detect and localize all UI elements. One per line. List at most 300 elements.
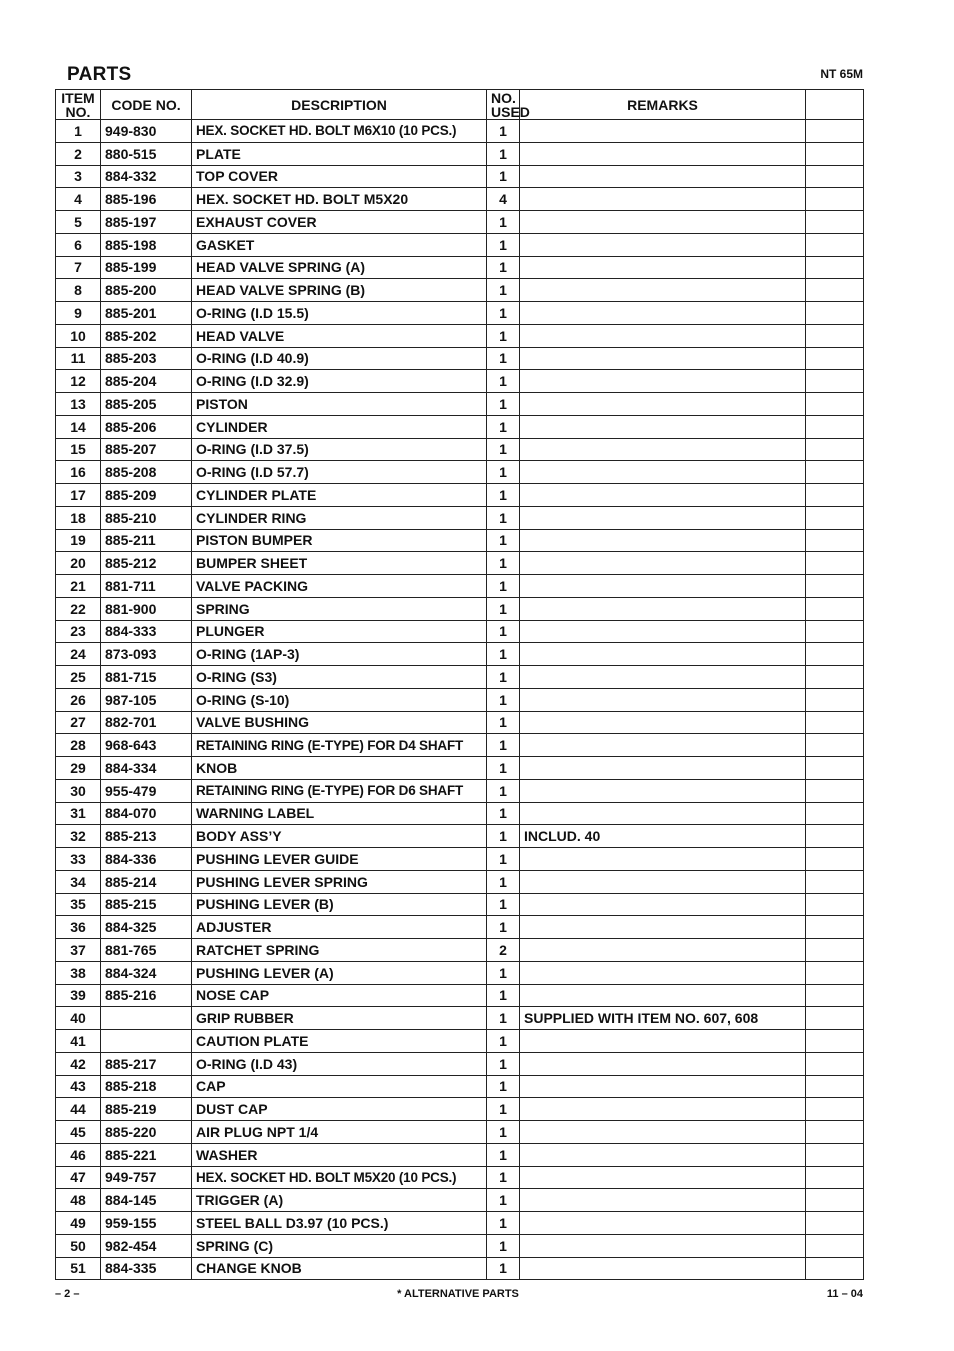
no-used-cell: 1 <box>487 984 520 1007</box>
code-no-cell: 885-204 <box>101 370 192 393</box>
item-no-cell: 46 <box>56 1143 101 1166</box>
table-row <box>56 1189 864 1212</box>
header-item-no: ITEM NO. <box>56 90 101 120</box>
remarks-cell <box>520 165 806 188</box>
no-used-cell: 1 <box>487 165 520 188</box>
item-no-cell: 24 <box>56 643 101 666</box>
no-used-cell: 1 <box>487 1098 520 1121</box>
item-no-cell: 9 <box>56 302 101 325</box>
table-row <box>56 484 864 507</box>
remarks-cell <box>520 347 806 370</box>
item-no-cell: 39 <box>56 984 101 1007</box>
header-extra <box>806 90 864 120</box>
extra-cell <box>806 165 864 188</box>
extra-cell <box>806 1007 864 1030</box>
code-no-cell: 885-221 <box>101 1143 192 1166</box>
description-cell: TRIGGER (A) <box>192 1189 487 1212</box>
table-row <box>56 1212 864 1235</box>
extra-cell <box>806 916 864 939</box>
code-no-cell: 881-765 <box>101 939 192 962</box>
description-cell: PUSHING LEVER GUIDE <box>192 848 487 871</box>
no-used-cell: 1 <box>487 120 520 143</box>
no-used-cell: 1 <box>487 256 520 279</box>
table-row <box>56 688 864 711</box>
code-no-cell: 885-210 <box>101 506 192 529</box>
code-no-cell: 881-711 <box>101 575 192 598</box>
no-used-cell: 1 <box>487 711 520 734</box>
extra-cell <box>806 1121 864 1144</box>
extra-cell <box>806 984 864 1007</box>
table-row <box>56 506 864 529</box>
code-no-cell: 884-334 <box>101 757 192 780</box>
code-no-cell: 885-212 <box>101 552 192 575</box>
table-row <box>56 347 864 370</box>
remarks-cell <box>520 688 806 711</box>
no-used-cell: 1 <box>487 666 520 689</box>
remarks-cell <box>520 1143 806 1166</box>
code-no-cell: 982-454 <box>101 1234 192 1257</box>
no-used-cell: 1 <box>487 142 520 165</box>
table-row <box>56 893 864 916</box>
extra-cell <box>806 870 864 893</box>
item-no-cell: 49 <box>56 1212 101 1235</box>
description-cell: O-RING (I.D 40.9) <box>192 347 487 370</box>
code-no-cell: 885-197 <box>101 211 192 234</box>
code-no-cell: 885-220 <box>101 1121 192 1144</box>
description-cell: HEAD VALVE SPRING (A) <box>192 256 487 279</box>
code-no-cell: 968-643 <box>101 734 192 757</box>
remarks-cell <box>520 757 806 780</box>
extra-cell <box>806 825 864 848</box>
table-row <box>56 393 864 416</box>
item-no-cell: 28 <box>56 734 101 757</box>
item-no-cell: 35 <box>56 893 101 916</box>
remarks-cell <box>520 1121 806 1144</box>
remarks-cell <box>520 984 806 1007</box>
extra-cell <box>806 370 864 393</box>
item-no-cell: 42 <box>56 1052 101 1075</box>
description-cell: CHANGE KNOB <box>192 1257 487 1280</box>
remarks-cell <box>520 961 806 984</box>
extra-cell <box>806 1234 864 1257</box>
extra-cell <box>806 552 864 575</box>
description-cell: AIR PLUG NPT 1/4 <box>192 1121 487 1144</box>
extra-cell <box>806 939 864 962</box>
item-no-cell: 23 <box>56 620 101 643</box>
description-cell: CYLINDER RING <box>192 506 487 529</box>
table-row <box>56 1098 864 1121</box>
table-row <box>56 1121 864 1144</box>
table-row <box>56 461 864 484</box>
item-no-cell: 48 <box>56 1189 101 1212</box>
item-no-cell: 8 <box>56 279 101 302</box>
remarks-cell <box>520 370 806 393</box>
code-no-cell: 885-214 <box>101 870 192 893</box>
table-row <box>56 302 864 325</box>
remarks-cell <box>520 188 806 211</box>
remarks-cell <box>520 870 806 893</box>
code-no-cell: 881-715 <box>101 666 192 689</box>
description-cell: CAP <box>192 1075 487 1098</box>
extra-cell <box>806 961 864 984</box>
item-no-cell: 45 <box>56 1121 101 1144</box>
description-cell: O-RING (S3) <box>192 666 487 689</box>
code-no-cell <box>101 1030 192 1053</box>
page-title: PARTS <box>67 64 132 85</box>
code-no-cell: 885-219 <box>101 1098 192 1121</box>
table-row <box>56 870 864 893</box>
remarks-cell: SUPPLIED WITH ITEM NO. 607, 608 <box>520 1007 806 1030</box>
extra-cell <box>806 120 864 143</box>
remarks-cell <box>520 506 806 529</box>
alternative-parts-note: * ALTERNATIVE PARTS <box>397 1288 519 1300</box>
description-cell: RATCHET SPRING <box>192 939 487 962</box>
description-cell: HEX. SOCKET HD. BOLT M5X20 (10 PCS.) <box>192 1166 487 1189</box>
remarks-cell <box>520 893 806 916</box>
description-cell: VALVE BUSHING <box>192 711 487 734</box>
extra-cell <box>806 1052 864 1075</box>
item-no-cell: 38 <box>56 961 101 984</box>
no-used-cell: 1 <box>487 415 520 438</box>
remarks-cell <box>520 1075 806 1098</box>
header-remarks: REMARKS <box>520 90 806 120</box>
extra-cell <box>806 1212 864 1235</box>
header-code-no: CODE NO. <box>101 90 192 120</box>
table-row <box>56 575 864 598</box>
item-no-cell: 21 <box>56 575 101 598</box>
item-no-cell: 27 <box>56 711 101 734</box>
item-no-cell: 18 <box>56 506 101 529</box>
code-no-cell: 885-196 <box>101 188 192 211</box>
extra-cell <box>806 757 864 780</box>
description-cell: CYLINDER PLATE <box>192 484 487 507</box>
no-used-cell: 1 <box>487 848 520 871</box>
item-no-cell: 47 <box>56 1166 101 1189</box>
description-cell: GRIP RUBBER <box>192 1007 487 1030</box>
item-no-cell: 19 <box>56 529 101 552</box>
no-used-cell: 1 <box>487 802 520 825</box>
table-row <box>56 529 864 552</box>
item-no-cell: 20 <box>56 552 101 575</box>
extra-cell <box>806 734 864 757</box>
item-no-cell: 44 <box>56 1098 101 1121</box>
extra-cell <box>806 1143 864 1166</box>
code-no-cell: 884-325 <box>101 916 192 939</box>
remarks-cell <box>520 393 806 416</box>
table-row <box>56 120 864 143</box>
remarks-cell <box>520 120 806 143</box>
remarks-cell <box>520 438 806 461</box>
model-number: NT 65M <box>820 67 863 81</box>
remarks-cell <box>520 848 806 871</box>
header-description: DESCRIPTION <box>192 90 487 120</box>
extra-cell <box>806 620 864 643</box>
item-no-cell: 4 <box>56 188 101 211</box>
extra-cell <box>806 142 864 165</box>
no-used-cell: 1 <box>487 233 520 256</box>
item-no-cell: 40 <box>56 1007 101 1030</box>
extra-cell <box>806 575 864 598</box>
code-no-cell: 884-070 <box>101 802 192 825</box>
code-no-cell: 885-206 <box>101 415 192 438</box>
item-no-cell: 6 <box>56 233 101 256</box>
table-row <box>56 643 864 666</box>
code-no-cell: 885-211 <box>101 529 192 552</box>
description-cell: SPRING (C) <box>192 1234 487 1257</box>
item-no-cell: 30 <box>56 779 101 802</box>
code-no-cell: 885-215 <box>101 893 192 916</box>
table-row <box>56 324 864 347</box>
code-no-cell: 885-199 <box>101 256 192 279</box>
no-used-cell: 1 <box>487 279 520 302</box>
description-cell: O-RING (I.D 15.5) <box>192 302 487 325</box>
table-row <box>56 165 864 188</box>
remarks-cell <box>520 734 806 757</box>
item-no-cell: 29 <box>56 757 101 780</box>
description-cell: RETAINING RING (E-TYPE) FOR D4 SHAFT <box>192 734 487 757</box>
item-no-cell: 22 <box>56 597 101 620</box>
table-row <box>56 1052 864 1075</box>
no-used-cell: 1 <box>487 552 520 575</box>
description-cell: O-RING (I.D 57.7) <box>192 461 487 484</box>
no-used-cell: 1 <box>487 597 520 620</box>
remarks-cell <box>520 279 806 302</box>
remarks-cell <box>520 939 806 962</box>
description-cell: PISTON <box>192 393 487 416</box>
no-used-cell: 1 <box>487 1166 520 1189</box>
extra-cell <box>806 688 864 711</box>
table-row <box>56 1007 864 1030</box>
no-used-cell: 1 <box>487 620 520 643</box>
table-row <box>56 1257 864 1280</box>
no-used-cell: 4 <box>487 188 520 211</box>
table-row <box>56 620 864 643</box>
code-no-cell: 885-200 <box>101 279 192 302</box>
description-cell: PLATE <box>192 142 487 165</box>
item-no-cell: 2 <box>56 142 101 165</box>
no-used-cell: 1 <box>487 506 520 529</box>
table-row <box>56 211 864 234</box>
parts-table <box>55 89 864 1280</box>
revision-date: 11 – 04 <box>826 1288 863 1300</box>
code-no-cell: 885-201 <box>101 302 192 325</box>
no-used-cell: 1 <box>487 961 520 984</box>
table-row <box>56 1166 864 1189</box>
no-used-cell: 1 <box>487 347 520 370</box>
extra-cell <box>806 302 864 325</box>
description-cell: PUSHING LEVER (A) <box>192 961 487 984</box>
remarks-cell <box>520 142 806 165</box>
item-no-cell: 12 <box>56 370 101 393</box>
no-used-cell: 1 <box>487 688 520 711</box>
item-no-cell: 15 <box>56 438 101 461</box>
extra-cell <box>806 666 864 689</box>
description-cell: VALVE PACKING <box>192 575 487 598</box>
extra-cell <box>806 506 864 529</box>
code-no-cell: 884-332 <box>101 165 192 188</box>
table-row <box>56 984 864 1007</box>
code-no-cell: 884-335 <box>101 1257 192 1280</box>
no-used-cell: 1 <box>487 870 520 893</box>
extra-cell <box>806 188 864 211</box>
code-no-cell: 884-333 <box>101 620 192 643</box>
table-row <box>56 848 864 871</box>
extra-cell <box>806 1030 864 1053</box>
description-cell: NOSE CAP <box>192 984 487 1007</box>
remarks-cell <box>520 1052 806 1075</box>
table-row <box>56 188 864 211</box>
code-no-cell: 959-155 <box>101 1212 192 1235</box>
description-cell: WASHER <box>192 1143 487 1166</box>
code-no-cell: 885-217 <box>101 1052 192 1075</box>
no-used-cell: 1 <box>487 1189 520 1212</box>
table-row <box>56 779 864 802</box>
no-used-cell: 1 <box>487 757 520 780</box>
item-no-cell: 1 <box>56 120 101 143</box>
item-no-cell: 50 <box>56 1234 101 1257</box>
no-used-cell: 2 <box>487 939 520 962</box>
item-no-cell: 14 <box>56 415 101 438</box>
table-row <box>56 552 864 575</box>
item-no-cell: 25 <box>56 666 101 689</box>
code-no-cell: 885-216 <box>101 984 192 1007</box>
no-used-cell: 1 <box>487 779 520 802</box>
extra-cell <box>806 324 864 347</box>
description-cell: STEEL BALL D3.97 (10 PCS.) <box>192 1212 487 1235</box>
extra-cell <box>806 643 864 666</box>
item-no-cell: 34 <box>56 870 101 893</box>
item-no-cell: 3 <box>56 165 101 188</box>
extra-cell <box>806 802 864 825</box>
header-no-used: NO. USED <box>487 90 520 120</box>
remarks-cell <box>520 302 806 325</box>
no-used-cell: 1 <box>487 461 520 484</box>
table-row <box>56 802 864 825</box>
extra-cell <box>806 233 864 256</box>
table-row <box>56 825 864 848</box>
table-row <box>56 734 864 757</box>
description-cell: PUSHING LEVER SPRING <box>192 870 487 893</box>
table-row <box>56 597 864 620</box>
extra-cell <box>806 779 864 802</box>
item-no-cell: 26 <box>56 688 101 711</box>
remarks-cell <box>520 620 806 643</box>
extra-cell <box>806 415 864 438</box>
code-no-cell: 885-218 <box>101 1075 192 1098</box>
remarks-cell <box>520 211 806 234</box>
no-used-cell: 1 <box>487 302 520 325</box>
extra-cell <box>806 347 864 370</box>
item-no-cell: 37 <box>56 939 101 962</box>
extra-cell <box>806 848 864 871</box>
table-row <box>56 1030 864 1053</box>
description-cell: HEX. SOCKET HD. BOLT M6X10 (10 PCS.) <box>192 120 487 143</box>
item-no-cell: 31 <box>56 802 101 825</box>
item-no-cell: 10 <box>56 324 101 347</box>
no-used-cell: 1 <box>487 211 520 234</box>
table-row <box>56 415 864 438</box>
item-no-cell: 16 <box>56 461 101 484</box>
description-cell: ADJUSTER <box>192 916 487 939</box>
code-no-cell: 884-336 <box>101 848 192 871</box>
remarks-cell <box>520 256 806 279</box>
extra-cell <box>806 893 864 916</box>
extra-cell <box>806 438 864 461</box>
description-cell: KNOB <box>192 757 487 780</box>
remarks-cell <box>520 1212 806 1235</box>
page-number: – 2 – <box>55 1288 80 1300</box>
extra-cell <box>806 1257 864 1280</box>
extra-cell <box>806 711 864 734</box>
code-no-cell: 987-105 <box>101 688 192 711</box>
description-cell: HEAD VALVE <box>192 324 487 347</box>
no-used-cell: 1 <box>487 1030 520 1053</box>
extra-cell <box>806 529 864 552</box>
item-no-cell: 51 <box>56 1257 101 1280</box>
description-cell: SPRING <box>192 597 487 620</box>
no-used-cell: 1 <box>487 825 520 848</box>
no-used-cell: 1 <box>487 1143 520 1166</box>
code-no-cell: 949-757 <box>101 1166 192 1189</box>
code-no-cell: 885-213 <box>101 825 192 848</box>
item-no-cell: 41 <box>56 1030 101 1053</box>
description-cell: PISTON BUMPER <box>192 529 487 552</box>
remarks-cell <box>520 666 806 689</box>
table-row <box>56 916 864 939</box>
code-no-cell: 884-324 <box>101 961 192 984</box>
remarks-cell <box>520 1234 806 1257</box>
remarks-cell <box>520 1189 806 1212</box>
item-no-cell: 32 <box>56 825 101 848</box>
item-no-cell: 11 <box>56 347 101 370</box>
item-no-cell: 7 <box>56 256 101 279</box>
code-no-cell: 884-145 <box>101 1189 192 1212</box>
no-used-cell: 1 <box>487 438 520 461</box>
remarks-cell <box>520 324 806 347</box>
description-cell: O-RING (I.D 37.5) <box>192 438 487 461</box>
description-cell: EXHAUST COVER <box>192 211 487 234</box>
remarks-cell <box>520 233 806 256</box>
remarks-cell <box>520 461 806 484</box>
remarks-cell <box>520 1257 806 1280</box>
remarks-cell <box>520 802 806 825</box>
remarks-cell <box>520 552 806 575</box>
extra-cell <box>806 1075 864 1098</box>
no-used-cell: 1 <box>487 529 520 552</box>
code-no-cell: 955-479 <box>101 779 192 802</box>
extra-cell <box>806 484 864 507</box>
description-cell: BUMPER SHEET <box>192 552 487 575</box>
remarks-cell <box>520 916 806 939</box>
item-no-cell: 33 <box>56 848 101 871</box>
extra-cell <box>806 211 864 234</box>
table-row <box>56 666 864 689</box>
code-no-cell: 885-208 <box>101 461 192 484</box>
code-no-cell: 881-900 <box>101 597 192 620</box>
code-no-cell: 885-209 <box>101 484 192 507</box>
no-used-cell: 1 <box>487 1212 520 1235</box>
parts-table-body <box>56 120 864 1280</box>
item-no-cell: 13 <box>56 393 101 416</box>
no-used-cell: 1 <box>487 1234 520 1257</box>
table-row <box>56 961 864 984</box>
description-cell: TOP COVER <box>192 165 487 188</box>
description-cell: O-RING (I.D 43) <box>192 1052 487 1075</box>
no-used-cell: 1 <box>487 484 520 507</box>
table-row <box>56 142 864 165</box>
item-no-cell: 36 <box>56 916 101 939</box>
description-cell: BODY ASS’Y <box>192 825 487 848</box>
